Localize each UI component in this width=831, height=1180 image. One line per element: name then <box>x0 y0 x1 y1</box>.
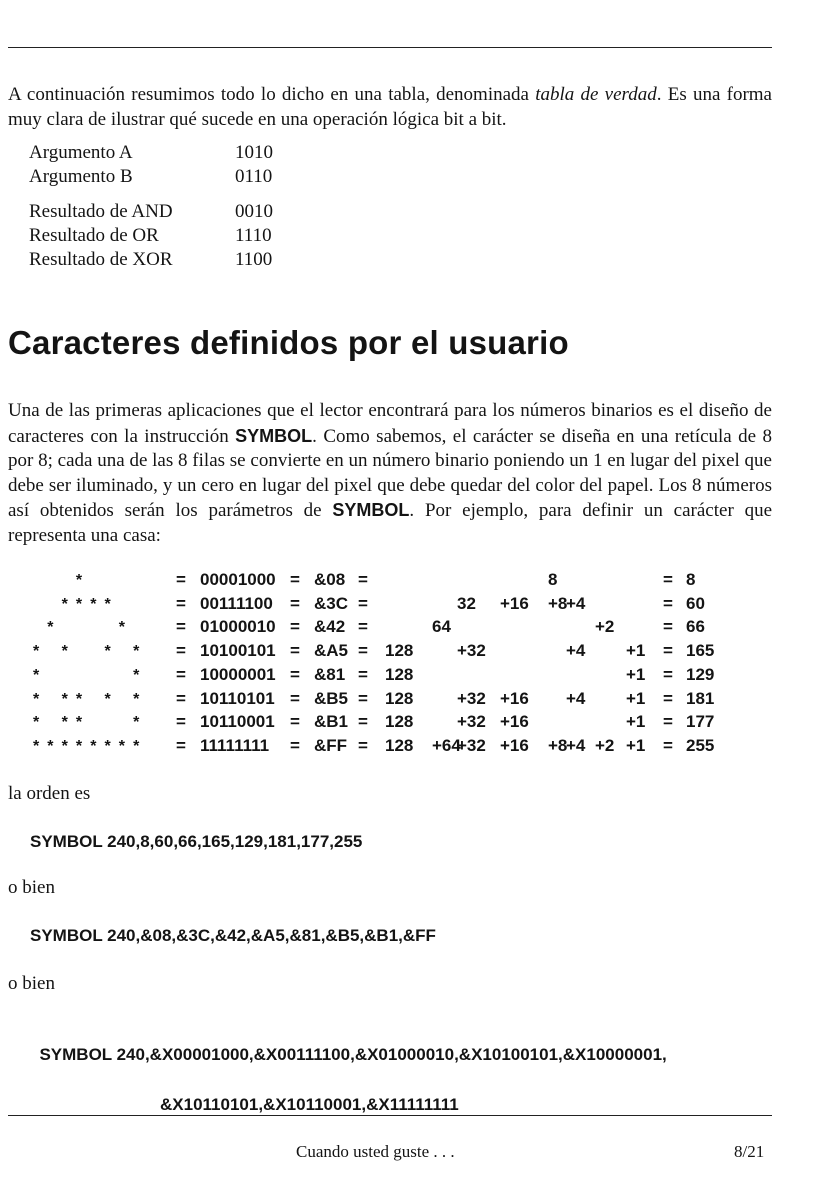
pixel-star: * <box>47 619 55 637</box>
pixel-star: * <box>75 595 84 613</box>
symbol-cell-binary: 10000001 <box>200 664 276 684</box>
symbol-cell-v128: 128 <box>385 712 414 732</box>
equals-sign: = <box>358 593 368 613</box>
symbol-cell-hex: &B1 <box>314 712 349 732</box>
symbol-cell-binary: 10110101 <box>200 688 275 708</box>
page-number: 8/21 <box>734 1142 765 1161</box>
symbol-cell-v16: +16 <box>500 712 529 732</box>
truth-row <box>29 141 273 165</box>
equals-sign: = <box>358 641 368 661</box>
equals-sign: = <box>663 641 673 661</box>
symbol-cell-total: 165 <box>686 641 715 661</box>
symbol-cell-v128: 128 <box>385 735 414 755</box>
symbol-cell-v32: 32 <box>457 593 476 613</box>
symbol-cell-v16: +16 <box>500 688 529 708</box>
intro-paragraph <box>8 83 772 132</box>
code-binary-line: &X10110101,&X10110001,&X11111111 <box>160 1095 459 1114</box>
symbol-cell-binary: 00001000 <box>200 570 276 589</box>
truth-label: Argumento B <box>29 166 133 187</box>
body-paragraph <box>8 399 772 548</box>
equals-sign: = <box>358 735 368 755</box>
equals-sign: = <box>290 688 300 708</box>
symbol-cell-v1: +1 <box>626 641 646 661</box>
intro-text-end: . Es una forma muy clara de ilustrar qué sucede en una operación lógica bit a bit. <box>8 84 772 130</box>
code-binary <box>30 1017 667 1142</box>
symbol-cell-v4: +4 <box>566 593 586 613</box>
pixel-star: * <box>33 643 41 661</box>
symbol-cell-hex: &A5 <box>314 641 349 661</box>
symbol-cell-total: 129 <box>686 664 715 684</box>
equals-sign: = <box>358 688 368 708</box>
equals-sign: = <box>358 712 368 732</box>
equals-sign: = <box>290 570 300 589</box>
pixel-star: * <box>104 690 112 708</box>
symbol-cell-hex: &81 <box>314 664 346 684</box>
symbol-cell-total: 66 <box>686 617 705 637</box>
symbol-cell-total: 255 <box>686 735 715 755</box>
truth-value: 1100 <box>235 249 273 270</box>
symbol-cell-v2: +2 <box>595 617 615 637</box>
code-binary-line: SYMBOL 240,&X00001000,&X00111100,&X01000010,&X10100101,&X10000001, <box>39 1045 667 1064</box>
equals-sign: = <box>176 688 186 708</box>
equals-sign: = <box>663 617 673 637</box>
symbol-cell-v4: +4 <box>566 688 586 708</box>
symbol-cell-binary: 10110001 <box>200 712 275 732</box>
pixel-star: * <box>61 714 69 732</box>
truth-label: Resultado de XOR <box>29 249 173 270</box>
pixel-star: * <box>118 619 127 637</box>
equals-sign: = <box>663 593 673 613</box>
pixel-star: * <box>33 737 41 755</box>
equals-sign: = <box>290 664 300 684</box>
truth-value: 0110 <box>235 166 273 187</box>
symbol-cell-v1: +1 <box>626 712 646 732</box>
equals-sign: = <box>290 712 300 732</box>
pixel-star: * <box>61 595 69 613</box>
truth-label: Argumento A <box>29 142 133 163</box>
truth-value: 1110 <box>235 225 272 246</box>
body-text: . Como sabemos, el carácter se diseña en una retícula de 8 por 8; cada una de las 8 filas se convierte en un número binario poniendo un 1 en lugar del pixel que debe ser iluminado, y un cero en lugar del pixel que debe quedar del color del papel. Los 8 números así obtenidos serán los parámetros de <box>8 425 772 521</box>
truth-row <box>29 248 273 272</box>
equals-sign: = <box>358 664 368 684</box>
equals-sign: = <box>663 688 673 708</box>
pixel-star: * <box>75 737 84 755</box>
section-title: Caracteres definidos por el usuario <box>8 324 569 361</box>
equals-sign: = <box>290 641 300 661</box>
symbol-cell-v128: 128 <box>385 641 414 661</box>
pixel-star: * <box>133 666 141 684</box>
symbol-cell-hex: &42 <box>314 617 346 637</box>
pixel-star: * <box>90 737 98 755</box>
symbol-cell-v8: +8 <box>548 593 568 613</box>
top-rule <box>8 47 772 48</box>
pixel-star: * <box>104 737 112 755</box>
symbol-cell-total: 60 <box>686 593 705 613</box>
symbol-cell-hex: &FF <box>314 735 348 755</box>
intro-term: tabla de verdad <box>535 84 657 105</box>
pixel-star: * <box>61 643 69 661</box>
symbol-cell-v128: 128 <box>385 664 414 684</box>
equals-sign: = <box>358 617 368 637</box>
pixel-star: * <box>75 572 84 589</box>
symbol-cell-v8: +8 <box>548 735 568 755</box>
equals-sign: = <box>290 617 300 637</box>
symbol-cell-v8: 8 <box>548 570 558 589</box>
truth-value: 0010 <box>235 201 273 222</box>
symbol-definition-table <box>0 568 831 758</box>
equals-sign: = <box>663 664 673 684</box>
symbol-cell-v1: +1 <box>626 735 646 755</box>
symbol-cell-v1: +1 <box>626 664 646 684</box>
pixel-star: * <box>75 714 84 732</box>
order-text: la orden es <box>8 783 91 804</box>
symbol-cell-v64: 64 <box>432 617 451 637</box>
equals-sign: = <box>358 570 368 589</box>
truth-row <box>29 200 273 224</box>
equals-sign: = <box>176 617 186 637</box>
symbol-cell-v16: +16 <box>500 735 529 755</box>
truth-value: 1010 <box>235 142 273 163</box>
symbol-cell-v128: 128 <box>385 688 414 708</box>
truth-table-results <box>29 200 273 272</box>
footer-title: Cuando usted guste . . . <box>296 1142 455 1161</box>
body-text: Una de las primeras aplicaciones que el lector encontrará para los números binarios es el diseño de caracteres con la instrucción <box>8 400 772 447</box>
equals-sign: = <box>290 735 300 755</box>
symbol-cell-v32: +32 <box>457 641 486 661</box>
equals-sign: = <box>176 735 186 755</box>
or-text: o bien <box>8 973 55 994</box>
symbol-cell-binary: 01000010 <box>200 617 276 637</box>
symbol-cell-v16: +16 <box>500 593 529 613</box>
symbol-cell-total: 181 <box>686 688 715 708</box>
equals-sign: = <box>176 570 186 589</box>
pixel-star: * <box>33 714 41 732</box>
pixel-star: * <box>61 690 69 708</box>
symbol-cell-binary: 11111111 <box>200 735 270 755</box>
symbol-cell-binary: 10100101 <box>200 641 276 661</box>
symbol-cell-v64: +64 <box>432 735 461 755</box>
equals-sign: = <box>663 570 673 589</box>
truth-row <box>29 165 273 189</box>
equals-sign: = <box>176 664 186 684</box>
truth-label: Resultado de AND <box>29 201 173 222</box>
pixel-star: * <box>47 737 55 755</box>
equals-sign: = <box>290 593 300 613</box>
symbol-cell-hex: &3C <box>314 593 349 613</box>
pixel-star: * <box>33 666 41 684</box>
equals-sign: = <box>176 712 186 732</box>
code-hex: SYMBOL 240,&08,&3C,&42,&A5,&81,&B5,&B1,&FF <box>30 926 436 945</box>
or-text: o bien <box>8 877 55 898</box>
equals-sign: = <box>663 712 673 732</box>
symbol-cell-v32: +32 <box>457 688 486 708</box>
keyword-symbol: SYMBOL <box>332 500 410 520</box>
symbol-cell-v4: +4 <box>566 641 586 661</box>
symbol-cell-v1: +1 <box>626 688 646 708</box>
equals-sign: = <box>176 593 186 613</box>
symbol-cell-v32: +32 <box>457 735 486 755</box>
symbol-cell-hex: &B5 <box>314 688 349 708</box>
symbol-cell-binary: 00111100 <box>200 593 273 613</box>
pixel-star: * <box>104 595 112 613</box>
pixel-star: * <box>133 690 141 708</box>
symbol-cell-v4: +4 <box>566 735 586 755</box>
pixel-star: * <box>133 714 141 732</box>
pixel-star: * <box>61 737 69 755</box>
pixel-star: * <box>104 643 112 661</box>
keyword-symbol: SYMBOL <box>235 425 313 446</box>
symbol-cell-hex: &08 <box>314 570 346 589</box>
code-decimal: SYMBOL 240,8,60,66,165,129,181,177,255 <box>30 832 363 851</box>
symbol-cell-total: 177 <box>686 712 715 732</box>
bottom-rule <box>8 1115 772 1116</box>
intro-text: A continuación resumimos todo lo dicho en una tabla, denominada <box>8 84 536 105</box>
truth-label: Resultado de OR <box>29 225 159 246</box>
equals-sign: = <box>663 735 673 755</box>
symbol-cell-v32: +32 <box>457 712 486 732</box>
symbol-cell-v2: +2 <box>595 735 615 755</box>
truth-row <box>29 224 273 248</box>
truth-table-arguments <box>29 141 273 189</box>
equals-sign: = <box>176 641 186 661</box>
pixel-star: * <box>133 737 141 755</box>
body-text: . Por ejemplo, para definir un carácter que representa una casa: <box>8 500 773 546</box>
pixel-star: * <box>90 595 98 613</box>
symbol-cell-total: 8 <box>686 570 696 589</box>
pixel-star: * <box>118 737 127 755</box>
pixel-star: * <box>133 643 141 661</box>
pixel-star: * <box>33 690 41 708</box>
pixel-star: * <box>75 690 84 708</box>
